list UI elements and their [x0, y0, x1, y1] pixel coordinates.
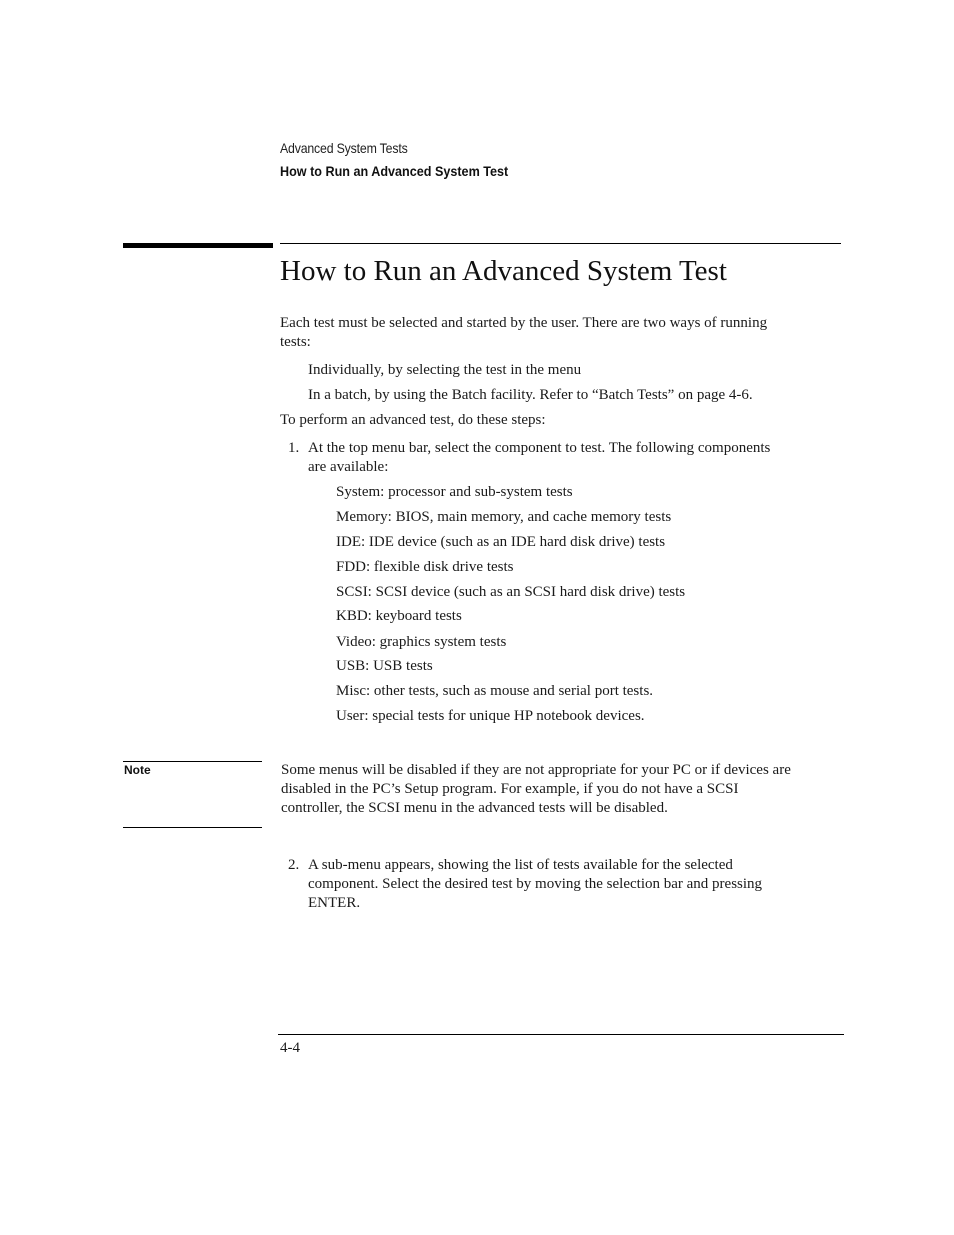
component-item-user: User: special tests for unique HP notebook devices.: [336, 708, 645, 724]
component-item-video: Video: graphics system tests: [336, 634, 507, 650]
note-line-2: disabled in the PC’s Setup program. For example, if you do not have a SCSI: [281, 781, 739, 797]
component-item-memory: Memory: BIOS, main memory, and cache memory tests: [336, 509, 672, 525]
steps-intro: To perform an advanced test, do these steps:: [280, 412, 546, 428]
step-2-line-1: A sub-menu appears, showing the list of tests available for the selected: [308, 857, 733, 873]
step-1-number: 1.: [288, 440, 300, 456]
running-header-topic: How to Run an Advanced System Test: [280, 163, 509, 179]
title-rule-thick: [123, 243, 273, 248]
intro-line-1: Each test must be selected and started by the user. There are two ways of running: [280, 315, 768, 331]
step-2-line-2: component. Select the desired test by moving the selection bar and pressing: [308, 876, 763, 892]
step-2-line-3: ENTER.: [308, 895, 361, 911]
step-1-line-1: At the top menu bar, select the component to test. The following components: [308, 440, 771, 456]
running-header-section: Advanced System Tests: [280, 140, 408, 156]
page-number: 4-4: [280, 1040, 300, 1056]
step-1-line-2: are available:: [308, 459, 389, 475]
component-item-ide: IDE: IDE device (such as an IDE hard disk drive) tests: [336, 534, 666, 550]
page-title: How to Run an Advanced System Test: [280, 255, 727, 287]
component-item-usb: USB: USB tests: [336, 658, 433, 674]
note-rule-bottom: [123, 827, 262, 828]
component-item-misc: Misc: other tests, such as mouse and serial port tests.: [336, 683, 654, 699]
component-item-fdd: FDD: flexible disk drive tests: [336, 559, 514, 575]
component-item-kbd: KBD: keyboard tests: [336, 608, 462, 624]
component-item-scsi: SCSI: SCSI device (such as an SCSI hard disk drive) tests: [336, 584, 686, 600]
component-item-system: System: processor and sub-system tests: [336, 484, 573, 500]
way-item-batch: In a batch, by using the Batch facility. Refer to “Batch Tests” on page 4-6.: [308, 387, 753, 403]
note-rule-top: [123, 761, 262, 762]
footer-rule: [278, 1034, 844, 1035]
step-2-number: 2.: [288, 857, 300, 873]
note-line-1: Some menus will be disabled if they are not appropriate for your PC or if devices are: [281, 762, 791, 778]
note-label: Note: [124, 763, 151, 777]
note-line-3: controller, the SCSI menu in the advanced tests will be disabled.: [281, 800, 668, 816]
title-rule-thin: [280, 243, 841, 244]
way-item-individual: Individually, by selecting the test in the menu: [308, 362, 582, 378]
intro-line-2: tests:: [280, 334, 311, 350]
